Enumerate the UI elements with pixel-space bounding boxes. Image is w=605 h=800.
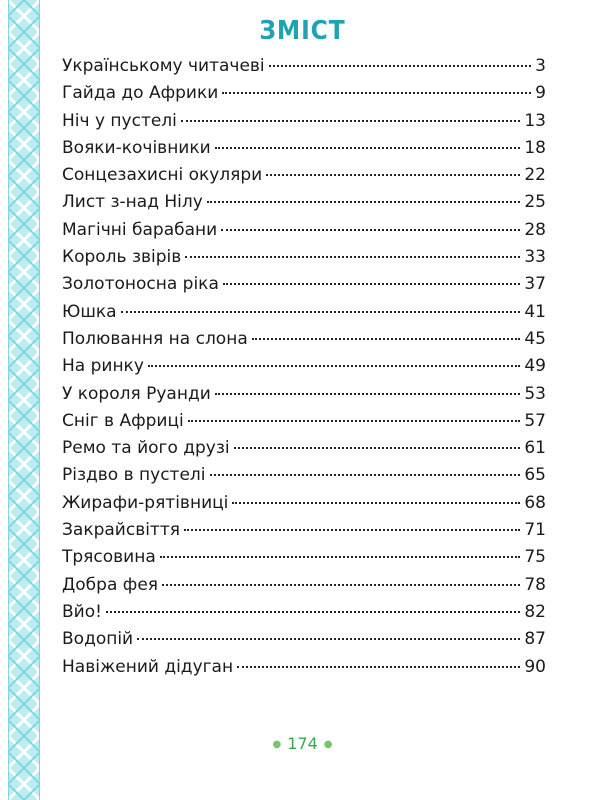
page-number-value: 174 xyxy=(287,734,318,753)
leader-dots xyxy=(221,229,520,231)
toc-entry-title: Ремо та його друзі xyxy=(62,438,230,459)
leader-dots xyxy=(121,311,521,313)
leader-dots xyxy=(269,65,532,67)
toc-entry[interactable] xyxy=(62,329,546,356)
ornament-left-icon: ● xyxy=(272,739,282,750)
leader-dots xyxy=(222,92,531,94)
leader-dots xyxy=(162,584,520,586)
toc-entry-page: 37 xyxy=(524,274,546,295)
toc-entry-title: Полювання на слона xyxy=(62,328,248,349)
leader-dots xyxy=(207,201,521,203)
leader-dots xyxy=(137,638,520,640)
toc-entry-title: Сніг в Африці xyxy=(62,410,184,431)
toc-entry-page: 45 xyxy=(524,328,546,349)
toc-entry[interactable] xyxy=(62,520,546,547)
toc-entry[interactable] xyxy=(62,220,546,247)
toc-entry-title: Українському читачеві xyxy=(62,56,265,76)
toc-entry-page: 87 xyxy=(524,629,546,650)
leader-dots xyxy=(181,120,520,122)
decorative-border xyxy=(8,0,40,800)
toc-entry-page: 68 xyxy=(524,492,546,513)
toc-entry-page: 71 xyxy=(524,520,546,541)
leader-dots xyxy=(106,611,520,613)
leader-dots xyxy=(234,447,521,449)
toc-entry-title: Сонцезахисні окуляри xyxy=(62,165,263,186)
toc-entry-title: Золотоносна ріка xyxy=(62,274,219,295)
page-title: ЗМІСТ xyxy=(259,16,346,46)
leader-dots xyxy=(215,393,521,395)
toc-entry-page: 57 xyxy=(524,410,546,431)
ornament-right-icon: ● xyxy=(323,739,333,750)
toc-entry[interactable] xyxy=(62,575,546,602)
leader-dots xyxy=(237,666,520,668)
leader-dots xyxy=(184,529,520,531)
toc-entry[interactable] xyxy=(62,657,546,684)
toc-entry-title: Лист з-над Нілу xyxy=(62,192,203,213)
toc-entry[interactable] xyxy=(62,438,546,465)
toc-entry-title: Закрайсвіття xyxy=(62,520,180,541)
toc-entry[interactable] xyxy=(62,384,546,411)
toc-entry[interactable] xyxy=(62,302,546,329)
toc-entry-title: Король звірів xyxy=(62,247,182,268)
leader-dots xyxy=(223,283,520,285)
toc-entry-page: 13 xyxy=(524,110,546,131)
leader-dots xyxy=(185,256,520,258)
toc-entry[interactable] xyxy=(62,465,546,492)
table-of-contents xyxy=(62,56,546,684)
leader-dots xyxy=(252,338,521,340)
toc-entry-page: 9 xyxy=(535,83,546,104)
toc-entry-page: 53 xyxy=(524,383,546,404)
leader-dots xyxy=(232,502,520,504)
toc-entry[interactable] xyxy=(62,138,546,165)
toc-entry-title: Гайда до Африки xyxy=(62,83,219,104)
toc-entry-title: Ніч у пустелі xyxy=(62,110,177,131)
toc-entry-title: На ринку xyxy=(62,356,144,377)
toc-entry[interactable] xyxy=(62,493,546,520)
toc-entry-title: У короля Руанди xyxy=(62,383,211,404)
toc-entry-title: Різдво в пустелі xyxy=(62,465,206,486)
leader-dots xyxy=(188,420,521,422)
toc-entry-page: 18 xyxy=(524,137,546,158)
toc-entry-title: Юшка xyxy=(62,301,117,322)
toc-entry-page: 75 xyxy=(524,547,546,568)
toc-entry[interactable] xyxy=(62,629,546,656)
toc-entry-title: Трясовина xyxy=(62,547,156,568)
toc-entry[interactable] xyxy=(62,356,546,383)
toc-entry-page: 25 xyxy=(524,192,546,213)
toc-entry[interactable] xyxy=(62,83,546,110)
leader-dots xyxy=(215,147,521,149)
toc-entry-page: 90 xyxy=(524,656,546,677)
toc-entry-page: 61 xyxy=(524,438,546,459)
toc-entry-title: Магічні барабани xyxy=(62,219,218,240)
toc-entry-title: Жирафи-рятівниці xyxy=(62,492,229,513)
toc-entry-page: 78 xyxy=(524,574,546,595)
leader-dots xyxy=(210,474,521,476)
toc-entry-page: 82 xyxy=(524,601,546,622)
toc-entry[interactable] xyxy=(62,274,546,301)
leader-dots xyxy=(148,365,520,367)
toc-entry-title: Вйо! xyxy=(62,601,102,622)
toc-entry[interactable] xyxy=(62,547,546,574)
border-pattern-icon xyxy=(8,0,40,800)
toc-entry-page: 33 xyxy=(524,247,546,268)
toc-entry[interactable] xyxy=(62,165,546,192)
leader-dots xyxy=(266,174,520,176)
toc-entry[interactable] xyxy=(62,602,546,629)
toc-entry-title: Водопій xyxy=(62,629,134,650)
toc-entry[interactable] xyxy=(62,192,546,219)
toc-entry[interactable] xyxy=(62,56,546,83)
toc-entry-page: 49 xyxy=(524,356,546,377)
toc-entry-page: 22 xyxy=(524,165,546,186)
toc-entry-page: 3 xyxy=(535,56,546,76)
toc-entry-page: 65 xyxy=(524,465,546,486)
toc-entry[interactable] xyxy=(62,247,546,274)
toc-entry-page: 28 xyxy=(524,219,546,240)
page-number xyxy=(0,734,605,753)
leader-dots xyxy=(160,556,521,558)
toc-entry[interactable] xyxy=(62,411,546,438)
toc-entry-title: Добра фея xyxy=(62,574,158,595)
toc-entry-page: 41 xyxy=(524,301,546,322)
toc-entry-title: Вояки-кочівники xyxy=(62,137,211,158)
toc-entry[interactable] xyxy=(62,111,546,138)
toc-entry-title: Навіжений дідуган xyxy=(62,656,234,677)
